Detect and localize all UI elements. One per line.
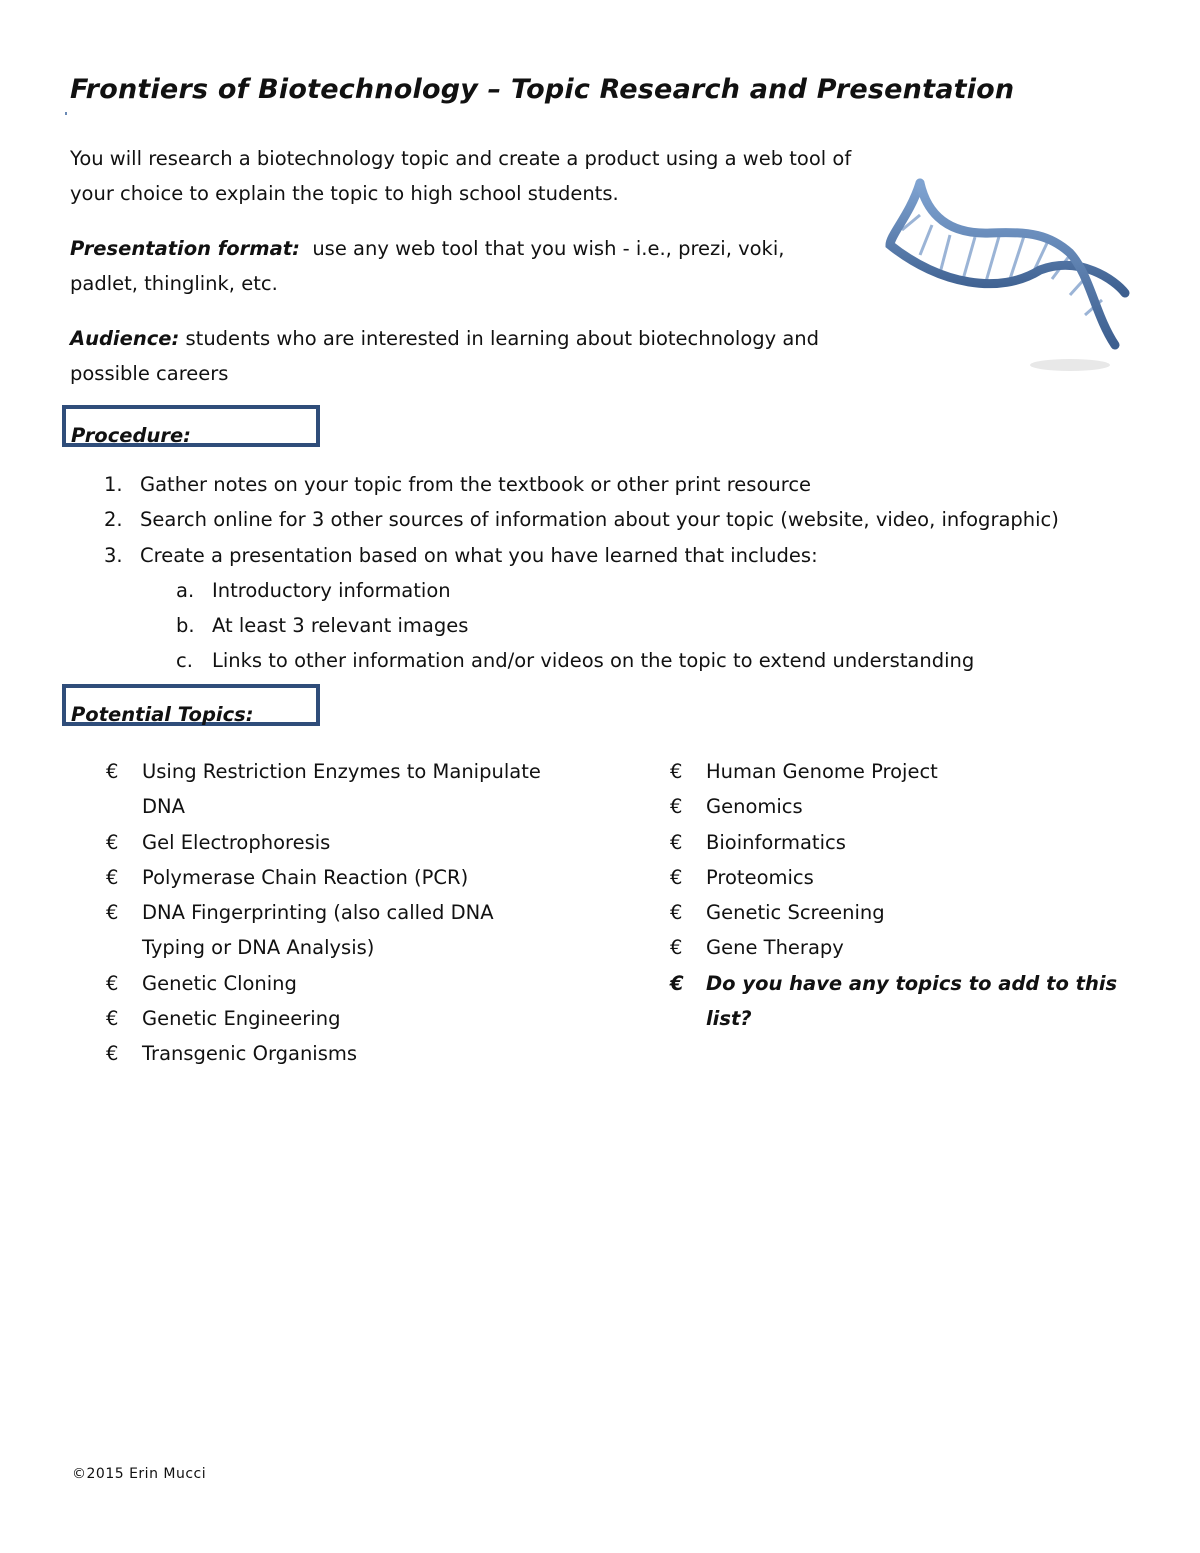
step-text: Search online for 3 other sources of information about your topic (website, video, infographic) [140,508,1059,532]
euro-bullet-icon: € [106,760,119,783]
topic-item [670,860,1130,895]
euro-bullet-icon: € [106,830,119,854]
topic-text: Human Genome Project [706,760,938,783]
topic-question-text: Do you have any topics to add to this list? [706,971,1118,1031]
topic-text: Genomics [706,795,803,819]
topics-left-column [106,754,576,1072]
presentation-format-label: Presentation format: [70,237,300,260]
copyright-footer: ©2015 Erin Mucci [72,1466,207,1482]
audience-text: students who are interested in learning about biotechnology and possible careers [70,327,820,385]
topic-item [670,754,1130,789]
topics-right-column [670,754,1130,1036]
topic-text: Gene Therapy [706,936,844,960]
topic-text: Genetic Screening [706,901,885,925]
topic-text: Transgenic Organisms [142,1042,358,1066]
topic-item [106,860,576,895]
euro-bullet-icon: € [106,1042,119,1066]
topic-item [670,825,1130,860]
topic-item [670,930,1130,965]
substep-letter: a. [176,578,195,602]
page-title: Frontiers of Biotechnology – Topic Research and Presentation [70,74,1015,105]
topic-text: Genetic Engineering [142,1007,341,1031]
procedure-heading: Procedure: [71,424,191,447]
substep-text: Links to other information and/or videos on the topic to extend understanding [212,649,975,673]
audience-label: Audience: [70,327,180,350]
euro-bullet-icon: € [106,971,119,995]
audience-paragraph [70,321,830,391]
step-text: Gather notes on your topic from the textbook or other print resource [140,473,812,496]
topic-question-item [670,966,1126,1037]
topic-item [106,754,576,825]
euro-bullet-icon: € [670,865,683,889]
cursor-mark [65,112,67,115]
step-number: 2. [104,508,123,532]
substep-letter: c. [176,649,193,673]
substep-text: At least 3 relevant images [212,614,469,638]
topic-text: Proteomics [706,865,814,889]
euro-bullet-icon: € [106,1007,119,1031]
topics-heading: Potential Topics: [71,703,254,726]
substep-text: Introductory information [212,578,451,602]
topic-text: Polymerase Chain Reaction (PCR) [142,865,469,889]
procedure-heading-box [62,405,320,447]
euro-bullet-icon: € [670,795,683,819]
topics-heading-box [62,684,320,726]
euro-bullet-icon: € [670,936,683,960]
step-number: 1. [104,473,123,496]
topic-item [106,1036,576,1071]
intro-paragraph: You will research a biotechnology topic and create a product using a web tool of your choice to explain the topic to high school students. [70,147,852,205]
topic-text: Bioinformatics [706,830,846,854]
topic-item [106,1001,576,1036]
presentation-format-text: use any web tool that you wish - i.e., prezi, voki, padlet, thinglink, etc. [70,237,785,295]
euro-bullet-icon: € [670,760,683,783]
topic-item [670,789,1130,824]
euro-bullet-icon: € [106,901,119,925]
topic-text: DNA Fingerprinting (also called DNA Typing or DNA Analysis) [142,901,494,960]
topic-item [106,966,576,1001]
euro-bullet-icon: € [670,901,683,925]
topic-text: Genetic Cloning [142,971,297,995]
presentation-format-paragraph [70,231,830,301]
euro-bullet-icon: € [670,830,683,854]
euro-bullet-icon: € [106,865,119,889]
topic-text: Gel Electrophoresis [142,830,331,854]
substep-letter: b. [176,614,195,638]
topic-item [106,895,562,966]
topic-item [106,825,576,860]
topic-text: Using Restriction Enzymes to Manipulate DNA [142,760,541,819]
step-text: Create a presentation based on what you have learned that includes: [140,543,818,567]
step-number: 3. [104,543,123,567]
euro-bullet-icon: € [670,971,684,995]
topic-item [670,895,1130,930]
dna-helix-image [880,175,1130,375]
